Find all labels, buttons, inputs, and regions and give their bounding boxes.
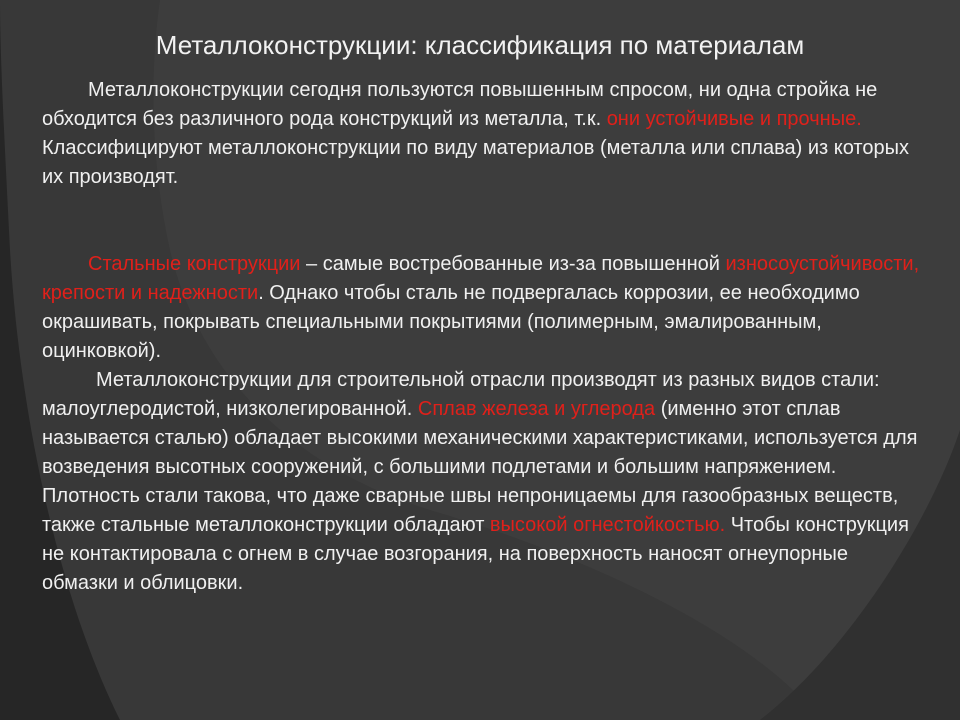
highlight-text: они устойчивые и прочные. (606, 108, 862, 130)
text-run: Плотность стали такова, что даже сварные швы непроницаемы для газообразных веществ, также стальные металлоконструкции обладают (42, 485, 899, 536)
slide-body (42, 76, 922, 598)
paragraph-steel (42, 250, 922, 366)
paragraph-spacer (42, 192, 922, 250)
text-run: Классифицируют металлоконструкции по виду материалов (металла или сплава) из которых их производят. (42, 137, 909, 188)
paragraph-density (42, 482, 922, 598)
highlight-text: высокой огнестойкостью. (489, 514, 726, 536)
slide-title: Металлоконструкции: классификация по материалам (155, 30, 805, 60)
highlight-text: Сплав железа и углерода (417, 398, 656, 420)
highlight-text: Стальные конструкции (88, 253, 301, 275)
text-run: Чтобы конструкция не контактировала с огнем в случае возгорания, на поверхность наносят огнеупорные обмазки и облицовки. (42, 514, 909, 594)
text-run: Металлоконструкции сегодня пользуются повышенным спросом, ни одна стройка не обходится без различного рода конструкций из металла, т.к. (42, 79, 878, 130)
text-run: . Однако чтобы сталь не подвергалась коррозии, ее необходимо окрашивать, покрывать специальными покрытиями (полимерным, эмалированным, оцинковкой). (42, 282, 860, 362)
paragraph-steel-types (42, 366, 922, 482)
text-run: – самые востребованные из-за повышенной (300, 253, 726, 275)
text-run: Металлоконструкции для строительной отрасли производят из разных видов стали: малоуглеродистой, низколегированной. (42, 369, 880, 420)
paragraph-intro (42, 76, 922, 192)
highlight-text: износоустойчивости, крепости и надежности (42, 253, 920, 304)
text-run: (именно этот сплав называется сталью) обладает высокими механическими характеристиками, используется для возведения высотных сооружений, с большими подлетами и большим напряжением. (42, 398, 918, 478)
